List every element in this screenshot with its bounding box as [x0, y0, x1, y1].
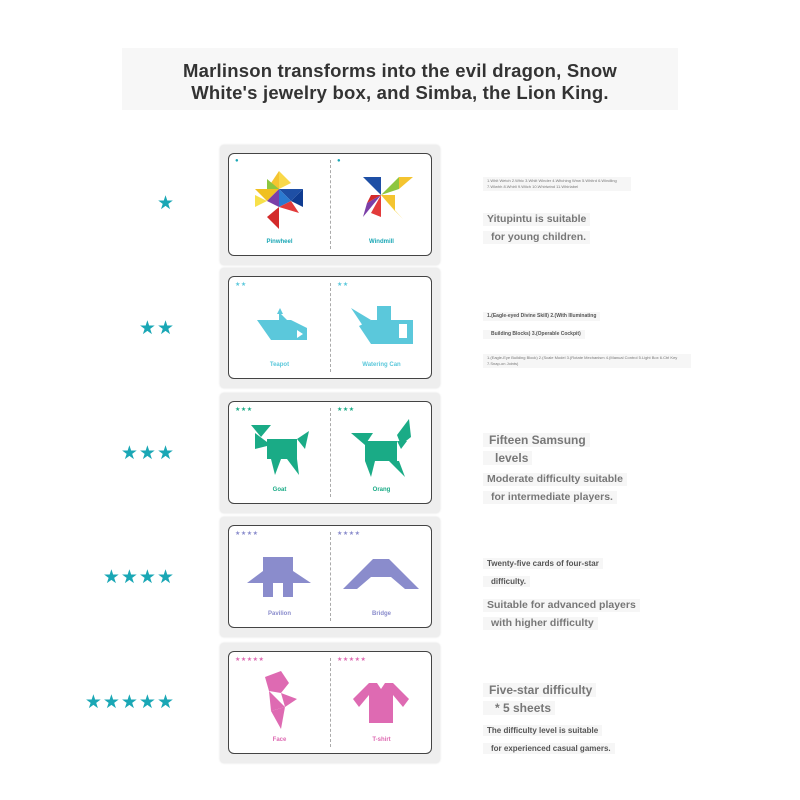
watering-can-shape	[343, 290, 419, 356]
pinwheel-shape	[241, 167, 317, 233]
puzzle-label: Watering Can	[362, 362, 401, 368]
level-2-stars: ★★	[138, 318, 175, 339]
level-4-head-line-1: Twenty-five cards of four-star	[483, 558, 603, 569]
level-row-3	[0, 393, 800, 515]
windmill-shape	[343, 167, 419, 233]
card-stars: ★★★★★	[235, 657, 265, 663]
card-stars: ★★★	[235, 407, 253, 413]
card-stars: ★★	[337, 282, 349, 288]
level-5-desc-line-1: The difficulty level is suitable	[483, 725, 602, 736]
level-1-description	[483, 177, 631, 245]
level-2-desc-line-1: 1.(Eagle-eyed Divine Skill) 2.(With Illuminating	[483, 312, 600, 321]
puzzle-label: T-shirt	[372, 737, 391, 743]
level-2-card	[220, 268, 440, 388]
teapot-shape	[241, 290, 317, 356]
goat-puzzle	[229, 402, 330, 502]
puzzle-label: Pavilion	[267, 611, 291, 617]
level-4-desc-line-2: with higher difficulty	[483, 617, 598, 630]
puzzle-label: Bridge	[371, 611, 391, 617]
level-1-desc-line-1: Yitupintu is suitable	[483, 213, 590, 226]
level-2-description	[483, 304, 691, 368]
level-2-desc-line-2: Building Blocks) 3.(Operable Cockpit)	[483, 330, 585, 339]
level-5-head-line-2: * 5 sheets	[483, 701, 555, 715]
bridge-puzzle	[331, 526, 432, 626]
orang-puzzle	[331, 402, 432, 502]
level-3-description	[483, 431, 627, 505]
puzzle-label: Pinwheel	[266, 239, 293, 245]
level-row-2	[0, 268, 800, 390]
page-title	[122, 48, 678, 110]
level-3-head-line-2: levels	[483, 451, 532, 465]
puzzle-label: Windmill	[369, 239, 394, 245]
level-1-card	[220, 145, 440, 265]
pavilion-shape	[241, 539, 317, 605]
level-row-4	[0, 517, 800, 639]
level-4-desc-line-1: Suitable for advanced players	[483, 599, 640, 612]
puzzle-label: Teapot	[269, 362, 290, 368]
windmill-puzzle	[331, 154, 432, 254]
card-stars: ★★★★	[235, 531, 259, 537]
watering-can-puzzle	[331, 277, 432, 377]
puzzle-label: Goat	[272, 487, 287, 493]
level-1-small-text: 1.Whit Wetch 2.Whic 3.Whiit Winder 4.Witching Wnw 5.Whitrd 6.Windling 7.Wlwhh 8.Whirli 9.Wiich 10.Whirlwind 11.Whirlabel	[483, 177, 631, 191]
orang-shape	[343, 415, 419, 481]
level-3-desc-line-2: for intermediate players.	[483, 491, 617, 504]
pinwheel-puzzle	[229, 154, 330, 254]
level-4-stars: ★★★★	[102, 567, 175, 588]
card-stars: ★★★★★	[337, 657, 367, 663]
t-shirt-puzzle	[331, 652, 432, 752]
card-stars: ●	[337, 158, 342, 164]
level-4-description	[483, 553, 640, 631]
card-stars: ★★★	[337, 407, 355, 413]
level-4-head-line-2: difficulty.	[483, 576, 530, 587]
bridge-shape	[343, 539, 419, 605]
card-stars: ★★	[235, 282, 247, 288]
face-shape	[241, 665, 317, 731]
level-2-small-text: 1.(Eagle-Eye Building Block) 2.(Scale Model 3.(Rotate Mechanism 4.(Manual Control 5.Light Box 6.Ctrl Key 7.Snap-on Joints)	[483, 354, 691, 368]
pavilion-puzzle	[229, 526, 330, 626]
t-shirt-shape	[343, 665, 419, 731]
level-3-head-line-1: Fifteen Samsung	[483, 433, 590, 447]
level-5-description	[483, 681, 615, 756]
level-3-stars: ★★★	[120, 443, 175, 464]
level-4-card	[220, 517, 440, 637]
level-row-1	[0, 145, 800, 267]
title-line-2: White's jewelry box, and Simba, the Lion King.	[191, 82, 609, 103]
level-5-stars: ★★★★★	[84, 692, 175, 713]
goat-shape	[241, 415, 317, 481]
puzzle-label: Face	[272, 737, 287, 743]
level-5-head-line-1: Five-star difficulty	[483, 683, 596, 697]
level-3-card	[220, 393, 440, 513]
level-5-desc-line-2: for experienced casual gamers.	[483, 743, 615, 754]
level-5-card	[220, 643, 440, 763]
level-row-5	[0, 643, 800, 765]
face-puzzle	[229, 652, 330, 752]
level-3-desc-line-1: Moderate difficulty suitable	[483, 473, 627, 486]
card-stars: ●	[235, 158, 240, 164]
card-stars: ★★★★	[337, 531, 361, 537]
puzzle-label: Orang	[372, 487, 391, 493]
title-line-1: Marlinson transforms into the evil dragon, Snow	[183, 60, 617, 81]
level-1-stars: ★	[156, 193, 175, 214]
teapot-puzzle	[229, 277, 330, 377]
level-1-desc-line-2: for young children.	[483, 231, 590, 244]
